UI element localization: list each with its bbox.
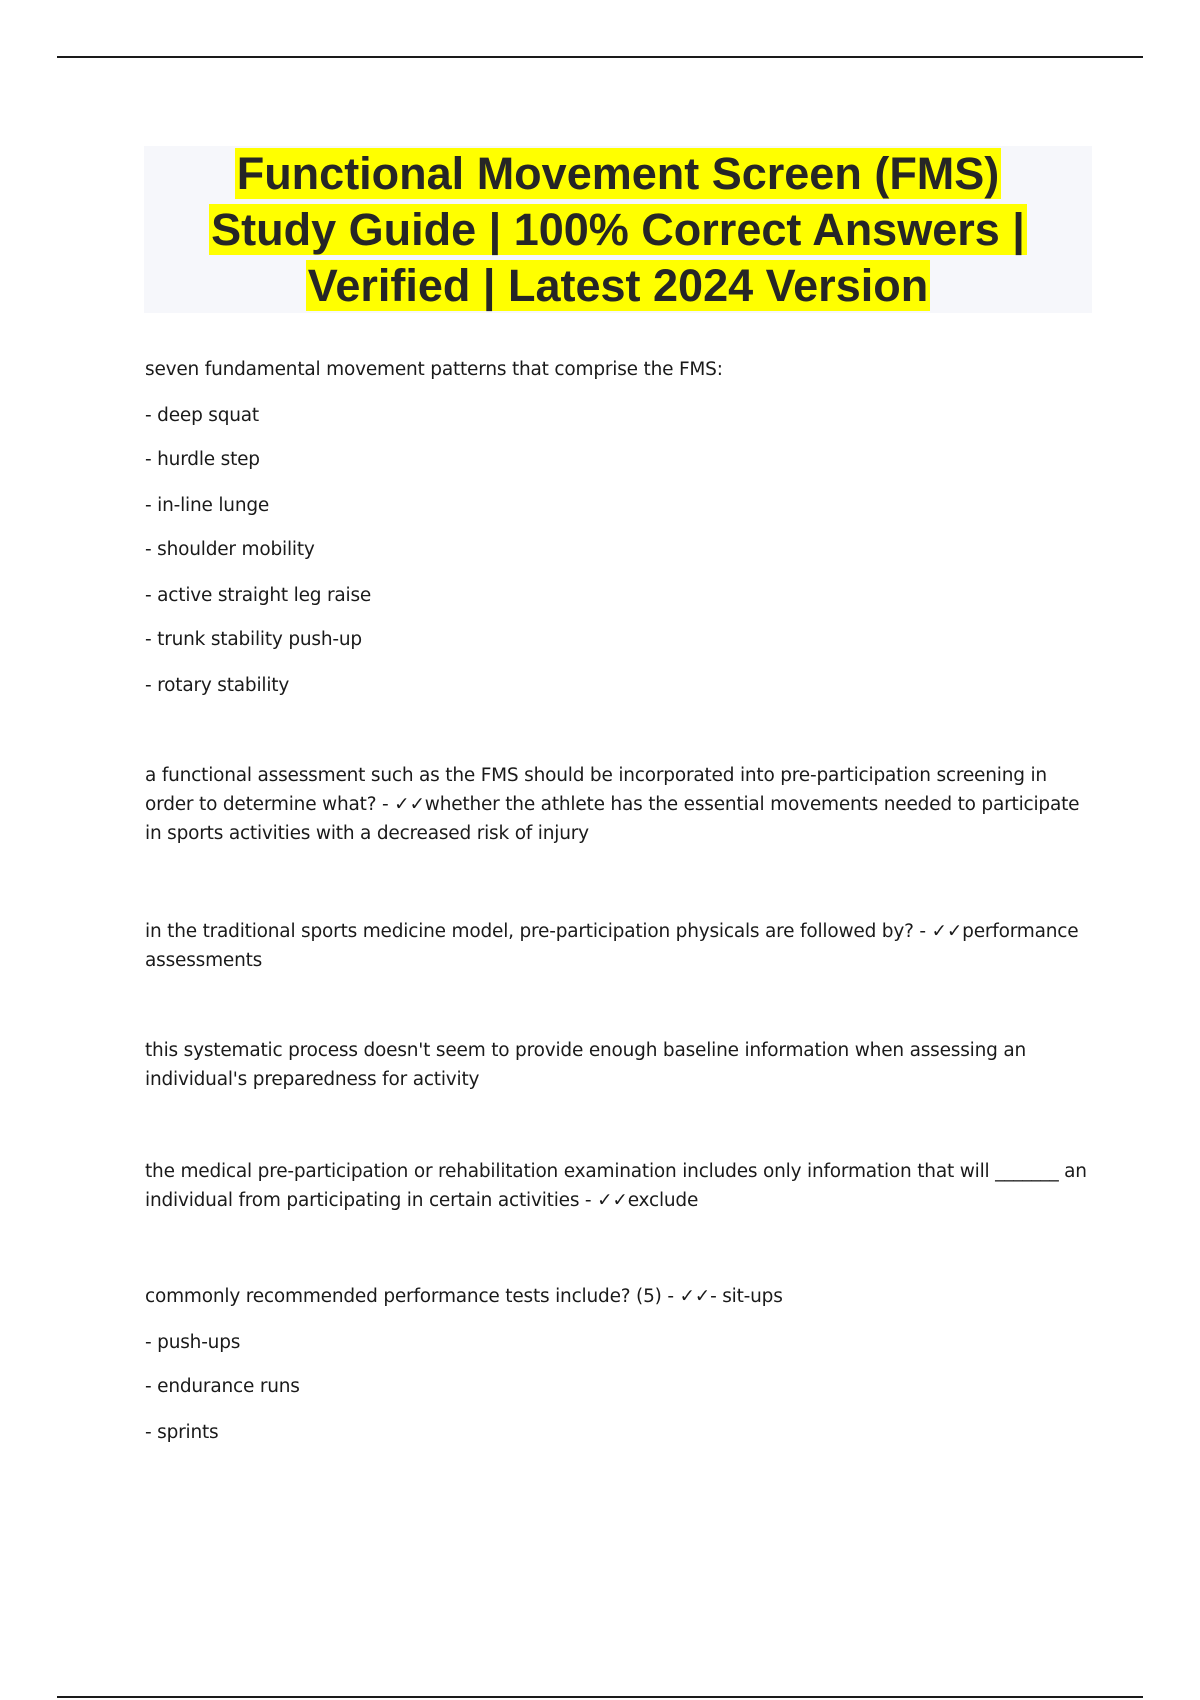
list-item: - hurdle step: [145, 449, 260, 470]
title-box: [144, 146, 1092, 313]
list-item: - shoulder mobility: [145, 539, 315, 560]
list-item: - deep squat: [145, 405, 259, 426]
qa-functional-assessment: a functional assessment such as the FMS should be incorporated into pre-participation screening in order to determine what? - ✓✓whether the athlete has the essential movements needed to participate in sports activities with a decreased risk of injury: [145, 765, 1080, 844]
list-item: - push-ups: [145, 1332, 241, 1353]
document-title: [168, 146, 1068, 314]
list-item: - active straight leg raise: [145, 585, 372, 606]
list-item: - sprints: [145, 1422, 219, 1443]
list-item: - trunk stability push-up: [145, 629, 362, 650]
list-item: - in-line lunge: [145, 495, 270, 516]
bottom-rule: [57, 1696, 1143, 1698]
list-item: - endurance runs: [145, 1376, 300, 1397]
list-item: - rotary stability: [145, 675, 290, 696]
qa-traditional-model: in the traditional sports medicine model, pre-participation physicals are followed by? - ✓✓performance assessments: [145, 921, 1079, 971]
statement-systematic-process: this systematic process doesn't seem to provide enough baseline information when assessing an individual's preparedness for activity: [145, 1040, 1026, 1090]
section-prompt: seven fundamental movement patterns that comprise the FMS:: [145, 359, 723, 380]
title-highlight: Functional Movement Screen (FMS) Study Guide | 100% Correct Answers | Verified | Latest 2024 Version: [211, 147, 1025, 311]
section-prompt: commonly recommended performance tests include? (5) - ✓✓- sit-ups: [145, 1286, 783, 1307]
qa-medical-examination: the medical pre-participation or rehabilitation examination includes only information that will _______ an individual from participating in certain activities - ✓✓exclude: [145, 1161, 1087, 1211]
top-rule: [57, 56, 1143, 58]
